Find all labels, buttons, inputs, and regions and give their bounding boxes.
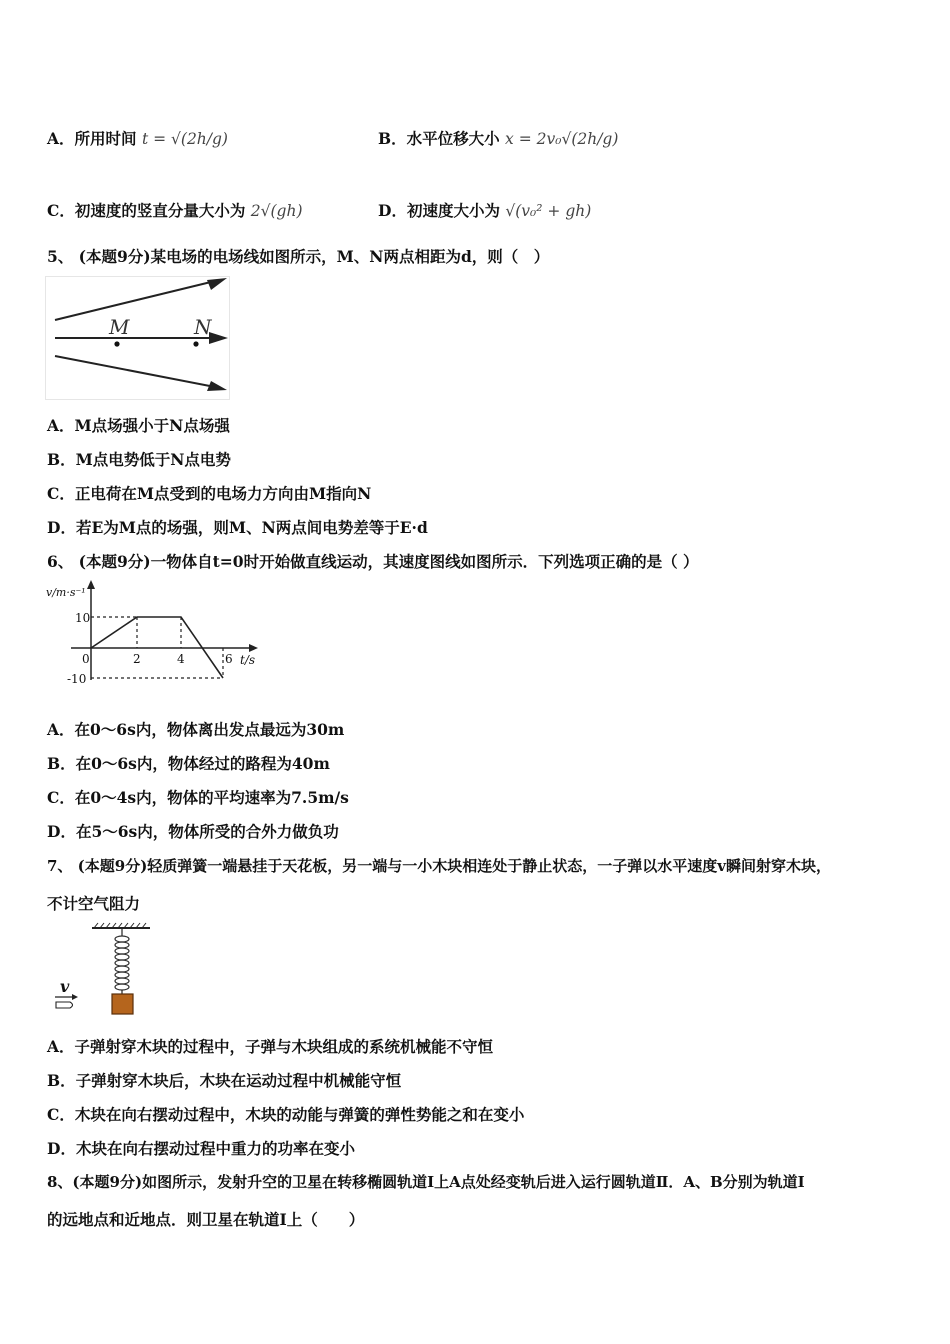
q8-stem-line2: 的远地点和近地点．则卫星在轨道Ⅰ上（ ）: [47, 1210, 365, 1229]
q6-x-tick-0: 0: [82, 652, 90, 666]
q6-option-a: A．在0～6s内，物体离出发点最远为30m: [47, 720, 345, 739]
q4-option-d-formula: √(v₀² + gh): [505, 202, 592, 220]
q4-option-a-label: A．: [47, 129, 75, 148]
q5-arrow-bottom: [207, 381, 227, 391]
q5-electric-field-figure: [45, 276, 230, 400]
q6-x-tick-6: 6: [225, 652, 233, 666]
q5-point-m: [114, 341, 119, 346]
q6-y-tick-10: 10: [75, 611, 91, 625]
q6-y-tick-minus-10: -10: [67, 672, 87, 686]
q4-option-d-label: D．: [378, 201, 407, 220]
q7-spring: [115, 936, 129, 990]
q4-option-b-label: B．: [378, 129, 407, 148]
q5-arrow-middle: [209, 332, 228, 344]
q7-option-d: D．木块在向右摆动过程中重力的功率在变小: [47, 1139, 355, 1158]
q4-option-b: [378, 127, 618, 149]
q6-x-axis-label: t/s: [240, 653, 256, 667]
q5-label-m: M: [109, 315, 130, 339]
q4-option-b-text: 水平位移大小: [406, 129, 500, 148]
q4-option-c: [47, 199, 303, 221]
q7-spring-block-figure: [50, 922, 160, 1020]
q4-option-a-text: 所用时间: [74, 129, 137, 148]
q6-x-axis-arrow: [249, 644, 258, 652]
q5-option-d: D．若E为M点的场强，则M、N两点间电势差等于E·d: [47, 518, 428, 537]
q6-stem: 6、 (本题9分)一物体自t=0时开始做直线运动，其速度图线如图所示．下列选项正确的是（ ）: [47, 552, 699, 571]
q4-option-a-formula: t = √(2h/g): [141, 130, 228, 148]
q6-x-tick-2: 2: [133, 652, 141, 666]
q6-velocity-time-graph: [45, 580, 270, 690]
q4-option-c-text: 初速度的竖直分量大小为: [74, 201, 246, 220]
q5-field-line-top: [55, 281, 215, 320]
q5-arrow-top: [207, 278, 227, 290]
q7-stem-line1: 7、 (本题9分)轻质弹簧一端悬挂于天花板，另一端与一小木块相连处于静止状态，一子弹以水平速度v瞬间射穿木块，: [47, 857, 832, 875]
q6-y-axis-label: v/m·s⁻¹: [46, 586, 86, 599]
q6-x-tick-4: 4: [177, 652, 185, 666]
q5-field-line-bottom: [55, 356, 215, 387]
q5-option-a: A．M点场强小于N点场强: [47, 416, 230, 435]
q6-option-c: C．在0～4s内，物体的平均速率为7.5m/s: [47, 788, 349, 807]
q4-option-d: [378, 199, 591, 221]
q5-stem: 5、 (本题9分)某电场的电场线如图所示，M、N两点相距为d，则（ ）: [47, 247, 550, 266]
q7-option-c: C．木块在向右摆动过程中，木块的动能与弹簧的弹性势能之和在变小: [47, 1105, 525, 1124]
q7-option-a: A．子弹射穿木块的过程中，子弹与木块组成的系统机械能不守恒: [47, 1037, 494, 1056]
q5-label-n: N: [194, 315, 212, 339]
q4-option-c-label: C．: [47, 201, 75, 220]
q6-option-d: D．在5～6s内，物体所受的合外力做负功: [47, 822, 339, 841]
q7-bullet: [56, 1002, 73, 1008]
q7-velocity-label: v: [60, 977, 70, 996]
q6-option-b: B．在0～6s内，物体经过的路程为40m: [47, 754, 330, 773]
q5-point-n: [193, 341, 198, 346]
q4-option-c-formula: 2√(gh): [250, 202, 303, 220]
q7-wood-block: [112, 994, 133, 1014]
q7-velocity-arrowhead: [72, 994, 78, 1000]
q5-option-b: B．M点电势低于N点电势: [47, 450, 231, 469]
q8-stem-line1: 8、(本题9分)如图所示，发射升空的卫星在转移椭圆轨道Ⅰ上A点处经变轨后进入运行圆轨道Ⅱ．A、B分别为轨道Ⅰ: [47, 1173, 805, 1191]
q5-option-c: C．正电荷在M点受到的电场力方向由M指向N: [47, 484, 372, 503]
q7-stem-line2: 不计空气阻力: [47, 894, 141, 913]
q7-option-b: B．子弹射穿木块后，木块在运动过程中机械能守恒: [47, 1071, 402, 1090]
q4-option-b-formula: x = 2v₀√(2h/g): [505, 130, 619, 148]
q4-option-a: [47, 127, 228, 149]
q6-y-axis-arrow: [87, 580, 95, 589]
q4-option-d-text: 初速度大小为: [406, 201, 500, 220]
